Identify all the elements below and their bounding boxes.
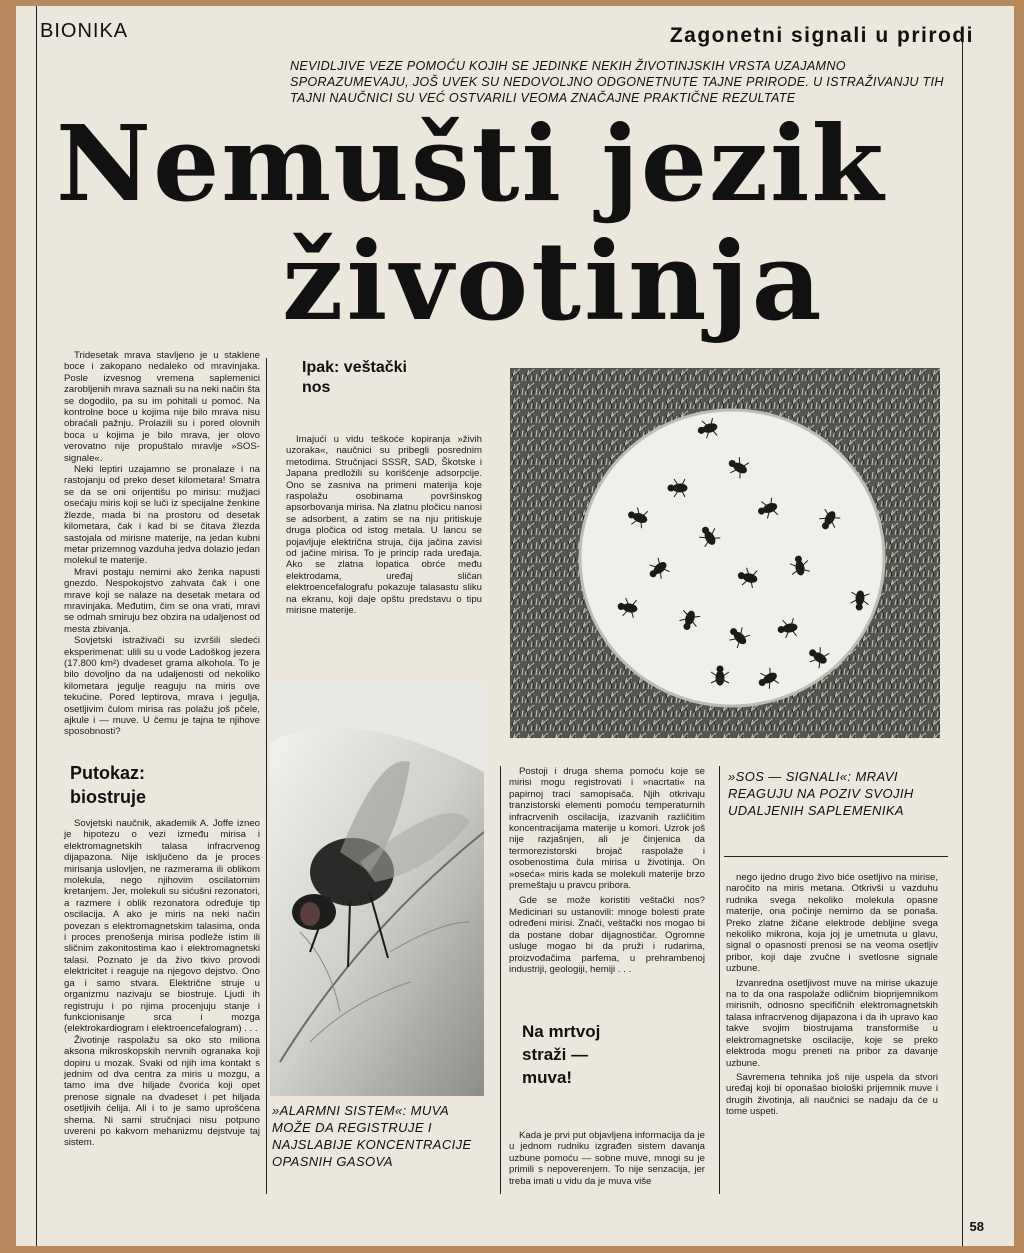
col3-body3 bbox=[509, 1130, 705, 1187]
paragraph: Mravi postaju nemirni ako ženka napusti gnezdo. Nespokojstvo zahvata čak i one mrave koji se nalaze na desetak metara od mravinjaka. Međutim, čim se ona vrati, mravi se odmah smiruju bez obzira na udaljenost od mesta zbivanja. bbox=[64, 566, 260, 635]
column-rule-2 bbox=[500, 766, 501, 1194]
paragraph: Kada je prvi put objavljena informacija da je u jednom rudniku izgrađen sistem davanja uzbune pomoću — sobne muve, mnogi su je primili s nepoverenjem. To nije senzacija, jer treba imati u vidu da je muva više bbox=[509, 1130, 705, 1187]
ants-on-plate-photo bbox=[510, 368, 940, 738]
fly-on-leaf-photo bbox=[270, 682, 484, 1096]
kicker: Zagonetni signali u prirodi bbox=[669, 24, 974, 47]
subhead-na-mrtvoj: Na mrtvoj straži — muva! bbox=[522, 1022, 601, 1087]
paragraph: Neki leptiri uzajamno se pronalaze i na rastojanju od preko deset kilometara! Smatra se da se oni orijentišu po mirisu: mužjaci osećaju miris koji se luči iz specijalne ženkine žlezde, mada bi na prostoru od desetak kilometara, čak i kad bi se čitava žlezda sastojala od mirisne materije, na jedan kubni metar prizemnog vazduha jedva dolazio jedan molekul te materije. bbox=[64, 464, 260, 567]
paragraph: Postoji i druga shema pomoću koje se mirisi mogu registrovati i »nacrtati« na papirnoj traci samopisača. Njih otkrivaju tranzistorski elementi pomoću temperaturnih infracrvenih oscilacija, izazvanih različitim koncentracijama materije u komori. Uzrok još nije razjašnjen, ali je činjenica da termorezistorski brojač raspolaže i osobenostima čula mirisa u životinja. On »oseća« miris kada se molekuli materije brzo premeštaju u pravcu pribora. bbox=[509, 766, 705, 892]
column-rule-3 bbox=[719, 766, 720, 1194]
caption-rule bbox=[724, 856, 948, 857]
paragraph: Gde se može koristiti veštački nos? Medicinari su ustanovili: mnoge bolesti prate određeni mirisi. Znači, veštački nos mogao bi da postane dobar dijagnostičar. Ogromne usluge mogao bi da pruži i rudarima, proizvođačima parfema, u prehrambenoj industriji, geologiji, hemiji . . . bbox=[509, 895, 705, 975]
col1-body bbox=[64, 818, 260, 1149]
subhead-ipak: Ipak: veštački nos bbox=[302, 359, 407, 396]
col2-body bbox=[286, 434, 482, 617]
paragraph: Sovjetski istraživači su izvršili sledeći eksperimenat: ulili su u vode Ladoškog jezera (17.800 km²) dvadeset grama alkohola. To je bilo dovoljno da na udaljenosti od nekoliko kilometara jegulje reaguju na miris ove tekućine. Pored leptirova, mrava i jegulja, osetljivim čulom mirisa ras polažu još pčele, ajkule i — muve. U čemu je tajna te njihove sposobnosti? bbox=[64, 635, 260, 738]
paragraph: Izvanredna osetljivost muve na mirise ukazuje na to da ona raspolaže odličnim bioprijemnikom mirisnih, odnosno specifičnih elektromagnetskih talasa infracrvenog dijapazona i da ih upravo kao takve svojim biostrujama transformiše u elektromagnetske oscilacije, koje se preko elektroda mogu preneti na pribor za davanje uzbune. bbox=[726, 977, 938, 1069]
headline-line2: životinja bbox=[282, 219, 825, 345]
paragraph: Imajući u vidu teškoće kopiranja »živih uzoraka«, naučnici su pribegli posrednim metodima. Stručnjaci SSSR, SAD, Škotske i Japana predložili su korišćenje adsorpcije. Ono se zasniva na primeni materija koje raspolažu osobinama površinskog apsorbovanja mirisa. Na zlatnu pločicu nanosi se adsorbent, a zatim se na nju pritiskuje druga pločica od istog metala. U lancu se pojavljuje električna struja, čija jačina zavisi od jačine mirisa. To je princip rada uređaja. Ako se zlatna lopatica obrće među elektrodama, uređaj sličan elektroencefalografu pokazuje talasastu sliku na ekranu, koji daje opštu predstavu o tipu mirisne materije. bbox=[286, 434, 482, 617]
left-margin-rule bbox=[36, 6, 37, 1246]
paragraph: Savremena tehnika još nije uspela da stvori uređaj koji bi oponašao biološki prijemnik muve i drugih životinja, ali naučnici se nadaju da će u tome uspeti. bbox=[726, 1071, 938, 1118]
caption-ants: »SOS — SIGNALI«: MRAVI REAGUJU NA POZIV SVOJIH UDALJENIH SAPLEMENIKA bbox=[728, 769, 914, 818]
caption-fly: »ALARMNI SISTEM«: MUVA MOŽE DA REGISTRUJE I NAJSLABIJE KONCENTRACIJE OPASNIH GASOVA bbox=[272, 1103, 472, 1169]
page-number: 58 bbox=[969, 1219, 984, 1234]
column-rule-1 bbox=[266, 358, 267, 1194]
paragraph: Životinje raspolažu sa oko sto miliona aksona mikroskopskih nervnih ogranaka koji dopiru u mozak. Svaki od njih ima kontakt s jednim od dva centra za miris u mozgu, a tamo ima dve hiljade čvorića koji opet prenose signale na dvadeset i pet hiljada osetljivih ćelija. Ali i to je samo uprošćena shema. Ni sami stručnjaci nisu potpuno uvereni po kakvom mehanizmu dejstvuje taj sistem. bbox=[64, 1034, 260, 1149]
col4-body bbox=[726, 872, 938, 1118]
deck: NEVIDLJIVE VEZE POMOĆU KOJIH SE JEDINKE NEKIH ŽIVOTINJSKIH VRSTA UZAJAMNO SPORAZUMEVAJU, JOŠ UVEK SU NEDOVOLJNO ODGONETNUTE TAJNE PRIRODE. U ISTRAŽIVANJU TIH TAJNI NAUČNICI SU VEĆ OSTVARILI VEOMA ZNAČAJNE PRAKTIČNE REZULTATE bbox=[290, 59, 944, 105]
paragraph: nego ijedno drugo živo biće osetljivo na mirise, naročito na miris metana. Otkrivši u vazduhu rudnika svega nekoliko molekula opasne materije, ona počinje nemirno da se ponaša. Preko zlatne žičane elektrode debljine svega nekoliko mikrona, koja joj je umetnuta u glavu, signal o opasnosti prenosi se na veoma osetljiv pribor, koji daje zvučne i svetlosne signale uzbune. bbox=[726, 872, 938, 975]
right-margin-rule bbox=[962, 36, 963, 1246]
col1-intro bbox=[64, 350, 260, 738]
subhead-putokaz: Putokaz: biostruje bbox=[70, 763, 147, 807]
paragraph: Tridesetak mrava stavljeno je u staklene boce i zakopano nedaleko od mravinjaka. Posle izvesnog vremena saplemenici zarobljenih mrava saznali su na neki način šta se dogodilo, pa su im pohitali u pomoć. Na kontrolne boce u kojima nije bilo mrava nisu obraćali pažnju. Prolazili su i pored olovnih boca u kojima je bilo mrava, jer olovo verovatno nije propuštalo mravlje »SOS-signale«. bbox=[64, 350, 260, 464]
headline-line1: Nemušti jezik bbox=[56, 102, 886, 225]
paragraph: Sovjetski naučnik, akademik A. Joffe izneo je hipotezu o vezi između mirisa i elektromagnetskih talasa infracrvenog dijapazona. Nije isključeno da je proces mirisanja uslovljen, ne razmerama ili oblikom molekula, nego njihovim oscilatornim kretanjem. Jer, molekuli su sićušni rezonatori, a razmere i oblik rezonatora određuje tip oscilacija. A ako je miris na neki način povezan s elektromagnetskim talasima, onda i proces prenošenja mirisa podleže istim ili sličnim zakonitostima kao i elektromagnetski talasi. Poznato je da živo tkivo provodi elektricitet i reaguje na njegovo dejstvo. Ono ga i samo stvara. Električne struje u organizmu nazivaju se biostruje. Ljudi ih registruju i po njima procenjuju stanje i funkcionisanje srca i mozga (elektrokardiogram i elektroencefalogram) . . . bbox=[64, 818, 260, 1035]
col3-body1 bbox=[509, 766, 705, 975]
magazine-page bbox=[16, 6, 1014, 1246]
section-label: BIONIKA bbox=[40, 20, 129, 42]
